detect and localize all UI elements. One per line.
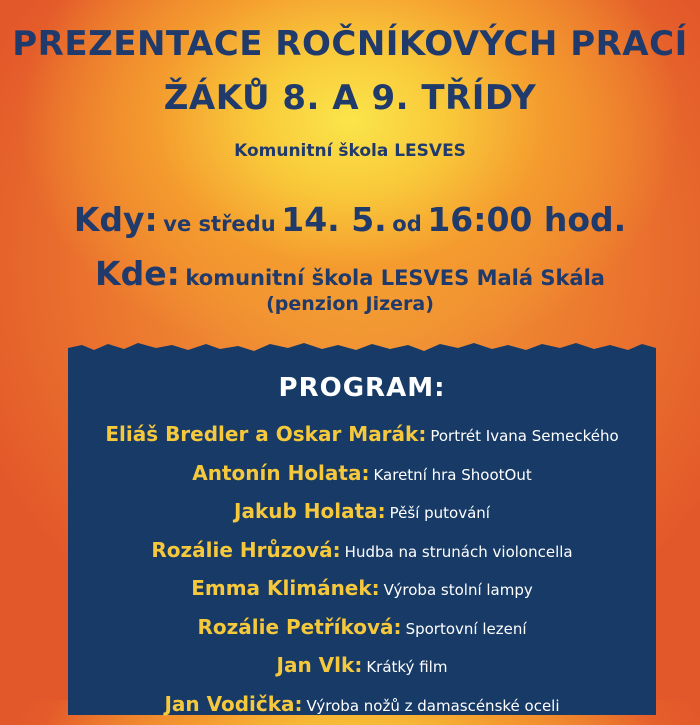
student-name: Jakub Holata: [234,499,386,523]
program-item [68,646,656,685]
title-line-1: PREZENTACE ROČNÍKOVÝCH PRACÍ [12,24,688,64]
when-date: 14. 5. [281,200,387,239]
program-item [68,531,656,570]
program-item [68,454,656,493]
project-title: Výroba stolní lampy [383,581,533,599]
project-title: Karetní hra ShootOut [373,465,532,484]
when-from: od [392,212,422,236]
student-name: Antonín Holata: [192,460,370,485]
title-line-2: ŽÁKŮ 8. A 9. TŘÍDY [163,78,537,118]
where-line [0,254,700,293]
student-name: Rozálie Petříková: [197,614,402,639]
project-title: Sportovní lezení [405,619,527,638]
where-place: komunitní škola LESVES Malá Skála [185,266,605,290]
student-name: Rozálie Hrůzová: [151,537,341,562]
when-day: ve středu [163,212,276,236]
where-label: Kde: [95,254,180,293]
venue-note: (penzion Jizera) [266,293,434,315]
project-title: Hudba na strunách violoncella [344,542,573,561]
school-name: Komunitní škola LESVES [234,141,466,161]
program-item [68,492,656,531]
project-title: Portrét Ivana Semeckého [430,427,619,445]
program-item [68,569,656,608]
program-item [68,608,656,647]
student-name: Jan Vodička: [164,691,303,716]
program-heading: PROGRAM: [278,373,446,403]
project-title: Výroba nožů z damascénské oceli [306,696,560,715]
project-title: Krátký film [366,658,448,676]
program-item [68,415,656,454]
student-name: Eliáš Bredler a Oskar Marák: [105,422,427,446]
when-time: 16:00 hod. [427,200,627,239]
project-title: Pěší putování [389,504,490,522]
program-panel [68,352,656,715]
when-line [0,200,700,239]
program-list [68,415,656,723]
student-name: Jan Vlk: [276,653,363,677]
student-name: Emma Klimánek: [191,576,380,600]
program-item [68,685,656,724]
when-label: Kdy: [73,200,158,239]
